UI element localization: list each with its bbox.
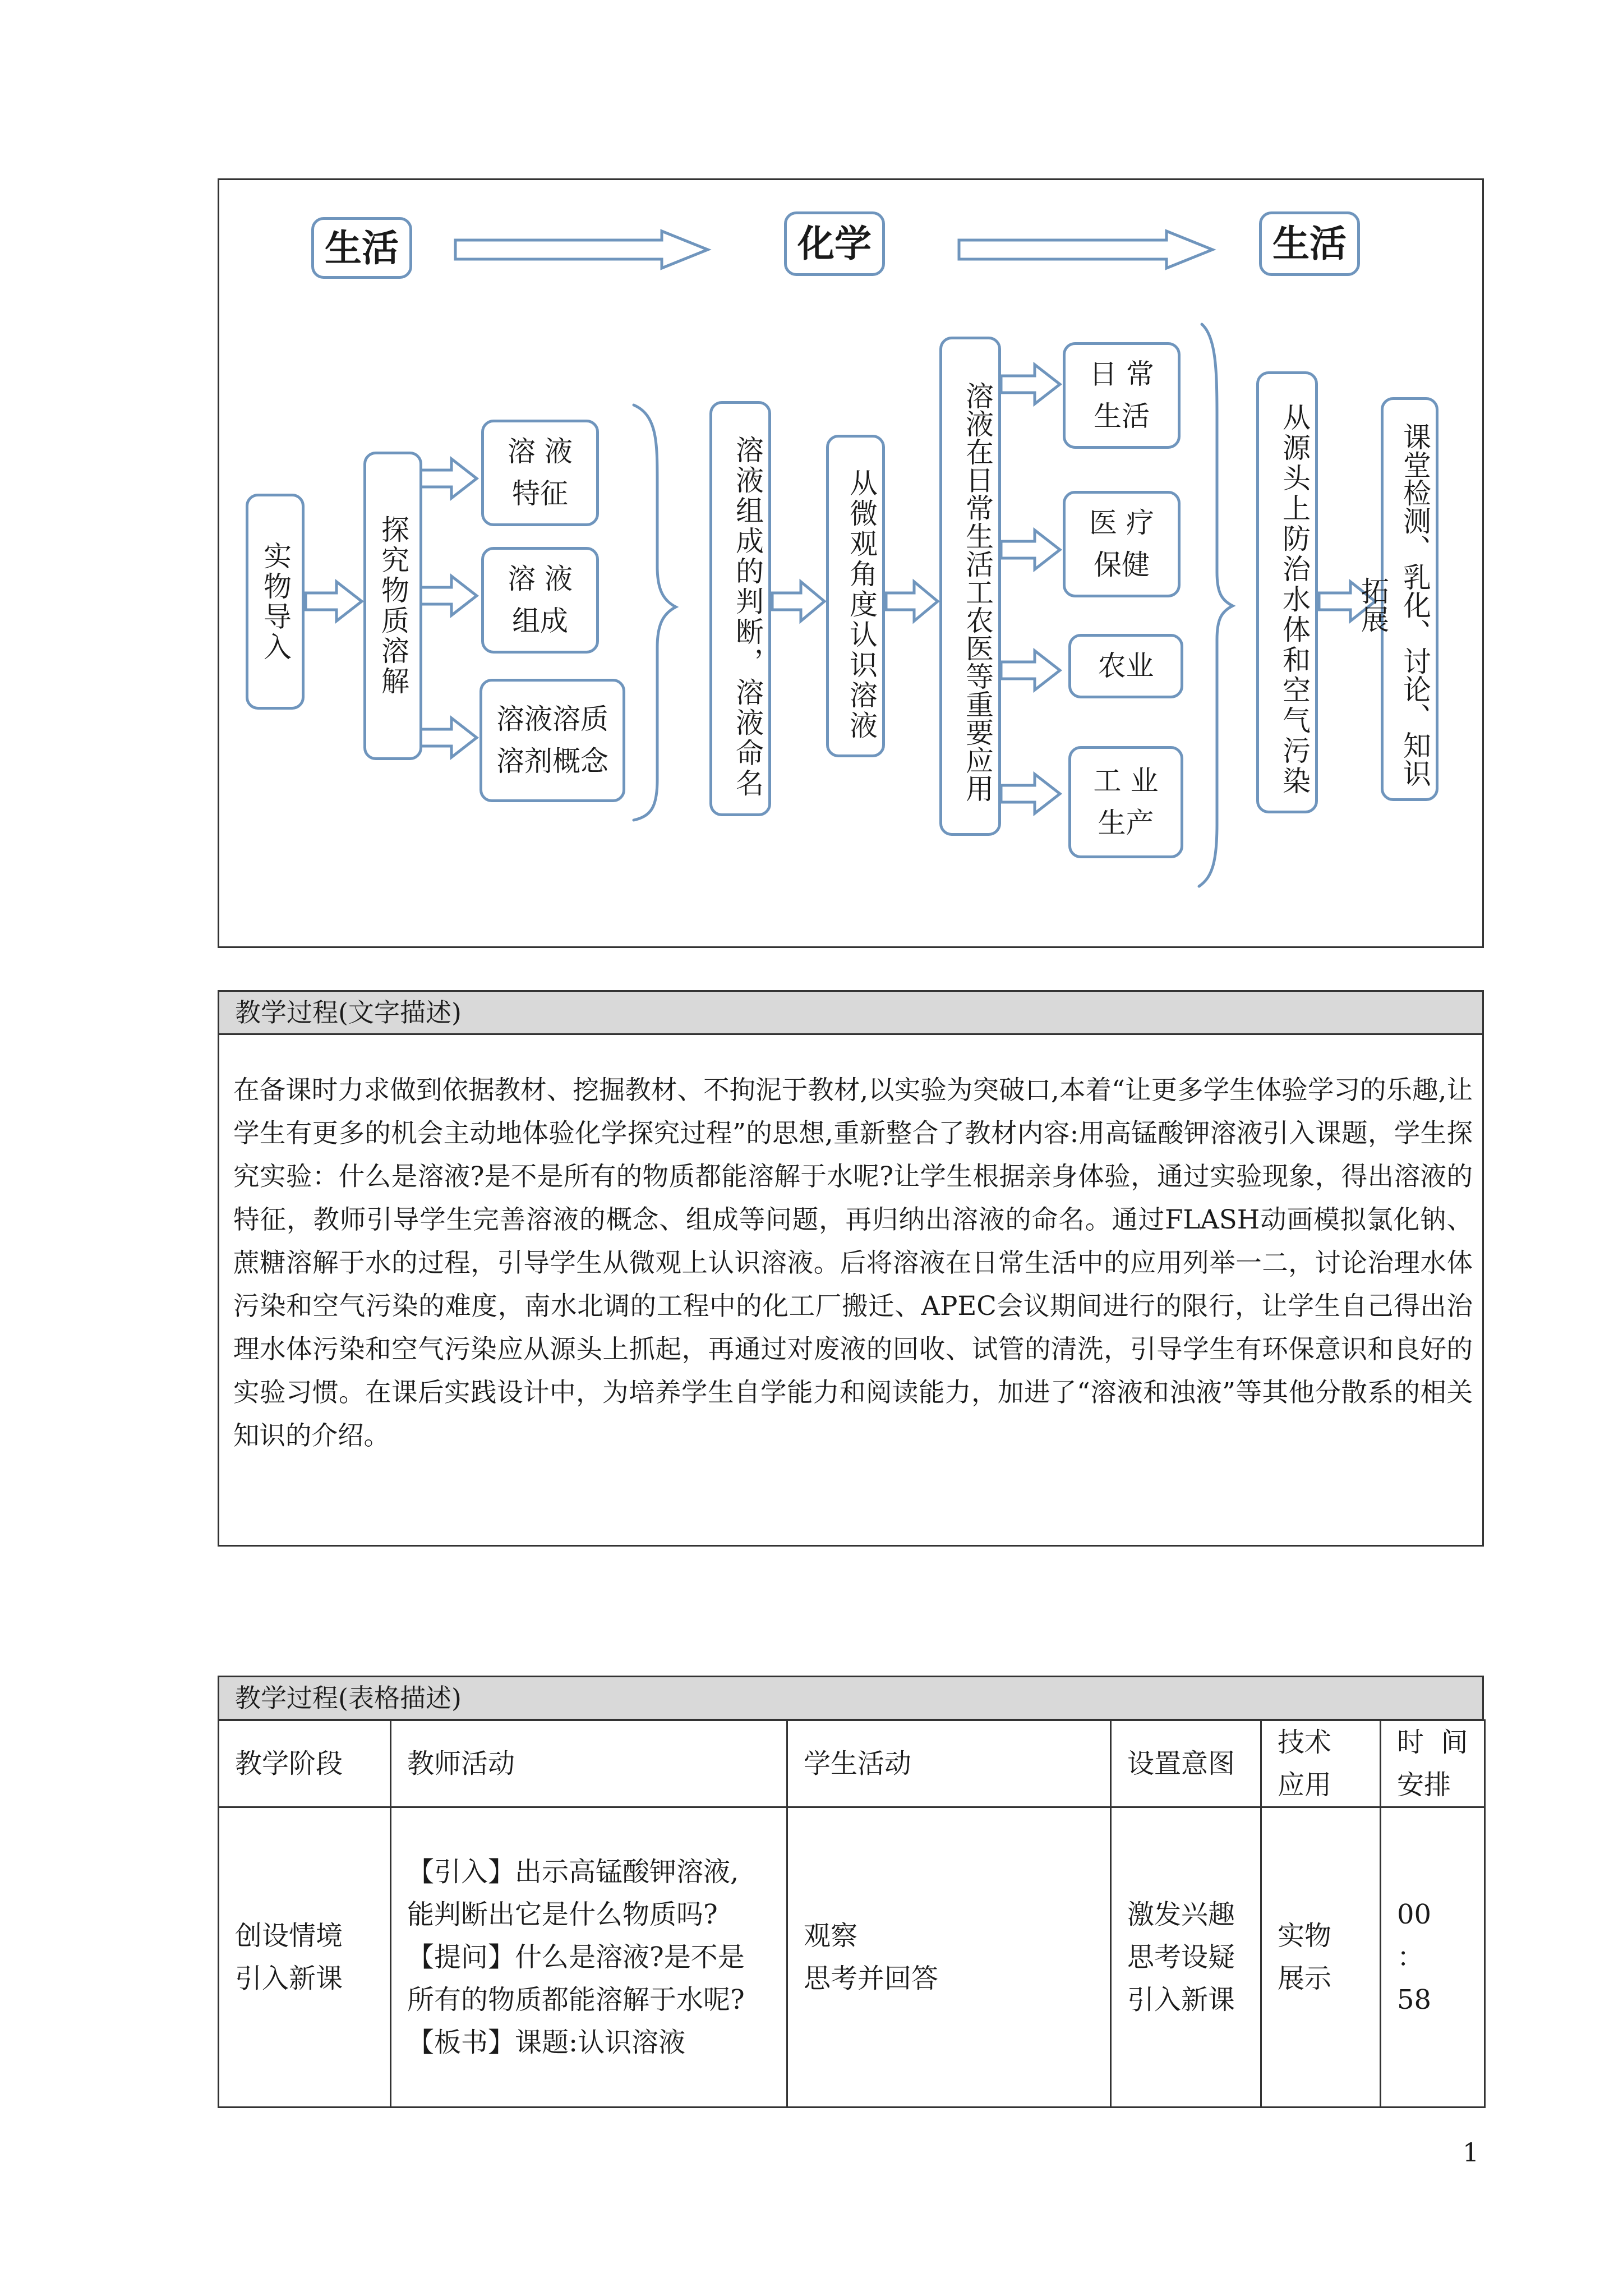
arrow-yingyong-gongye: [1001, 774, 1060, 813]
col-header-intent: 设置意图: [1111, 1720, 1261, 1807]
top-box-chemistry: [784, 211, 885, 276]
arrow-panduan-weiguan: [772, 582, 824, 621]
box-yiliao-baojian: [1063, 491, 1181, 597]
box-richang-shenghuo: [1063, 342, 1181, 449]
top-box-life-right-label: 生活: [1272, 222, 1347, 265]
top-box-life-right: [1259, 211, 1360, 276]
table-row: [219, 1807, 1485, 2108]
cell-teacher: 【引入】出示高锰酸钾溶液, 能判断出它是什么物质吗? 【提问】什么是溶液?是不是 所有的物质都能溶解于水呢? 【板书】课题:认识溶液: [391, 1807, 787, 2108]
text-description-body: 在备课时力求做到依据教材、挖掘教材、不拘泥于教材,以实验为突破口,本着“让更多学生体验学习的乐趣,让学生有更多的机会主动地体验化学探究过程”的思想,重新整合了教材内容:用高锰酸钾溶液引入课题，学生探究实验：什么是溶液?是不是所有的物质都能溶解于水呢?让学生根据亲身体验，通过实验现象，得出溶液的特征，教师引导学生完善溶液的概念、组成等问题，再归纳出溶液的命名。通过FLASH动画模拟氯化钠、蔗糖溶解于水的过程，引导学生从微观上认识溶液。后将溶液在日常生活中的应用列举一二，讨论治理水体污染和空气污染的难度，南水北调的工程中的化工厂搬迁、APEC会议期间进行的限行，让学生自己得出治理水体污染和空气污染应从源头上抓起，再通过对废液的回收、试管的清洗，引导学生有环保意识和良好的实验习惯。在课后实践设计中，为培养学生自学能力和阅读能力，加进了“溶液和浊液”等其他分散系的相关知识的介绍。: [233, 1075, 1473, 1451]
box-weiguan-jiaodu: [826, 435, 885, 757]
box-rongye-zucheng-label: 溶 液 组成: [508, 563, 573, 637]
text-description-header: 教学过程(文字描述): [218, 990, 1484, 1035]
arrow-chem-to-life: [959, 231, 1212, 268]
box-rongye-gainian: [479, 679, 625, 802]
page-number: 1: [1463, 2137, 1479, 2168]
teaching-process-table: [218, 1719, 1486, 2108]
col-header-teacher: 教师活动: [391, 1720, 787, 1807]
col-header-time: 时 间 安排: [1381, 1720, 1485, 1807]
arrow-yingyong-nongye: [1001, 651, 1060, 690]
top-box-life-left: [311, 217, 412, 279]
box-yiliao-baojian-label: 医 疗 保健: [1089, 507, 1154, 581]
box-gongye-shengchan: [1068, 746, 1183, 858]
col-header-tech: 技术 应用: [1261, 1720, 1381, 1807]
brace-right: [1199, 324, 1233, 886]
arrow-tanjiu-tezheng: [421, 459, 477, 498]
arrow-shiwu-tanjiu: [306, 582, 362, 621]
arrow-tanjiu-gainian: [421, 718, 477, 757]
box-shiwu-daoru-label: 实物导入: [259, 541, 292, 662]
cell-tech: 实物 展示: [1261, 1807, 1381, 2108]
top-box-chemistry-label: 化学: [797, 222, 872, 265]
col-header-student: 学生活动: [787, 1720, 1111, 1807]
box-zucheng-panduan: [709, 401, 771, 816]
arrow-weiguan-yingyong: [886, 582, 938, 621]
box-richang-yingyong: [939, 337, 1001, 836]
box-rongye-tezheng-label: 溶 液 特征: [508, 435, 573, 510]
box-fangzhi-wuran-label: 从源头上防治水体和空气污染: [1278, 402, 1311, 797]
table-description-header: 教学过程(表格描述): [218, 1676, 1484, 1720]
box-rongye-gainian-label: 溶液溶质 溶剂概念: [496, 703, 608, 777]
box-fangzhi-wuran: [1256, 371, 1318, 813]
brace-left: [634, 405, 676, 820]
box-ketang-jiance-label: 课堂检测、乳化、讨论、知识拓展: [1357, 422, 1431, 787]
box-tanjiu-wuzhi: [363, 452, 422, 760]
box-richang-yingyong-label: 溶液在日常生活工农医等重要应用: [961, 381, 994, 802]
box-ketang-jiance: [1357, 397, 1438, 801]
cell-student: 观察 思考并回答: [787, 1807, 1111, 2108]
box-richang-shenghuo-label: 日 常 生活: [1089, 358, 1154, 432]
arrow-yingyong-richang: [1001, 365, 1060, 404]
box-shiwu-daoru: [246, 494, 305, 710]
box-tanjiu-wuzhi-label: 探究物质溶解: [377, 515, 409, 697]
arrow-life-to-chem: [455, 231, 708, 268]
box-rongye-tezheng: [481, 420, 599, 526]
arrow-tanjiu-zucheng: [421, 576, 477, 615]
col-header-stage: 教学阶段: [219, 1720, 391, 1807]
cell-stage: 创设情境 引入新课: [219, 1807, 391, 2108]
box-rongye-zucheng: [481, 547, 599, 654]
box-nongye-label: 农业: [1098, 650, 1154, 682]
box-gongye-shengchan-label: 工 业 生产: [1093, 765, 1159, 839]
top-box-life-left-label: 生活: [325, 226, 399, 270]
arrow-yingyong-yiliao: [1001, 530, 1060, 569]
table-header-row: [219, 1720, 1485, 1807]
box-weiguan-jiaodu-label: 从微观角度认识溶液: [845, 468, 878, 741]
cell-intent: 激发兴趣 思考设疑 引入新课: [1111, 1807, 1261, 2108]
box-nongye: [1068, 634, 1183, 698]
cell-time: 00 ： 58: [1381, 1807, 1485, 2108]
box-zucheng-panduan-label: 溶液组成的判断，溶液命名: [731, 435, 764, 799]
